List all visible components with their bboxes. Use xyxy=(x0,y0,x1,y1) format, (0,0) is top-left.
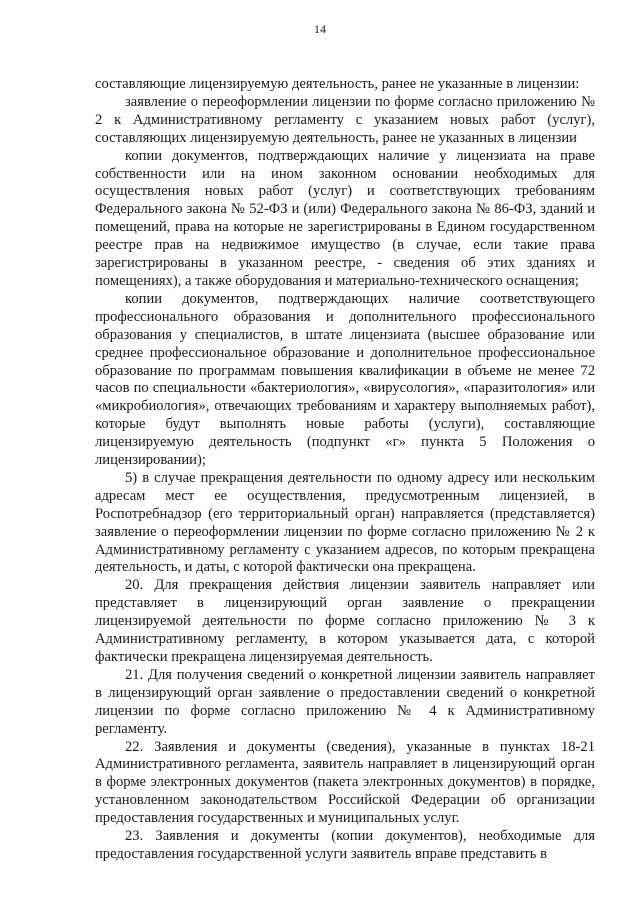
paragraph: 5) в случае прекращения деятельности по одному адресу или нескольким адресам мест ее осуществления, предусмотренным лицензией, в Роспотребнадзор (его территориальный орган) направляется (представляется) заявление о переоформлении лицензии по форме согласно приложению № 2 к Административному регламенту с указанием адресов, по которым прекращена деятельность, и даты, с которой фактически она прекращена. xyxy=(95,469,595,576)
paragraph: копии документов, подтверждающих наличие соответствующего профессионального образования и дополнительного профессионального образования у специалистов, в штате лицензиата (высшее образование или среднее профессиональное образование и дополнительное профессиональное образование по программам повышения квалификации в объеме не менее 72 часов по специальности «бактериология», «вирусология», «паразитология» или «микробиология», отвечающих требованиям и характеру выполняемых работ), которые будут выполнять новые работы (услуги), составляющие лицензируемую деятельность (подпункт «г» пункта 5 Положения о лицензировании); xyxy=(95,290,595,469)
paragraph: составляющие лицензируемую деятельность, ранее не указанные в лицензии: xyxy=(95,76,580,92)
paragraph: заявление о переоформлении лицензии по форме согласно приложению № 2 к Административному регламенту с указанием новых работ (услуг), составляющих лицензируемую деятельность, ранее не указанных в лицензии xyxy=(95,93,595,146)
page-number: 14 xyxy=(314,22,326,36)
document-body xyxy=(95,76,595,864)
paragraph: 20. Для прекращения действия лицензии заявитель направляет или представляет в лицензирующий орган заявление о прекращении лицензируемой деятельности по форме согласно приложению № 3 к Административному регламенту, в котором указывается дата, с которой фактически прекращена лицензируемая деятельность. xyxy=(95,577,595,665)
paragraph: 22. Заявления и документы (сведения), указанные в пунктах 18-21 Административного регламента, заявитель направляет в лицензирующий орган в форме электронных документов (пакета электронных документов) в порядке, установленном законодательством Российской Федерации об организации предоставления государственных и муниципальных услуг. xyxy=(95,738,595,827)
paragraph: 23. Заявления и документы (копии документов), необходимые для предоставления государственной услуги заявитель вправе представить в xyxy=(95,828,595,862)
paragraph: копии документов, подтверждающих наличие у лицензиата на праве собственности или на ином законном основании необходимых для осуществления новых работ (услуг) и соответствующих требованиям Федерального закона № 52-ФЗ и (или) Федерального закона № 86-ФЗ, зданий и помещений, права на которые не зарегистрированы в Едином государственном реестре прав на недвижимое имущество (в случае, если такие права зарегистрированы в указанном реестре, - сведения об этих зданиях и помещениях), а также оборудования и материально-технического оснащения; xyxy=(95,147,595,289)
paragraph: 21. Для получения сведений о конкретной лицензии заявитель направляет в лицензирующий орган заявление о предоставлении сведений о конкретной лицензии по форме согласно приложению № 4 к Административному регламенту. xyxy=(95,666,595,737)
